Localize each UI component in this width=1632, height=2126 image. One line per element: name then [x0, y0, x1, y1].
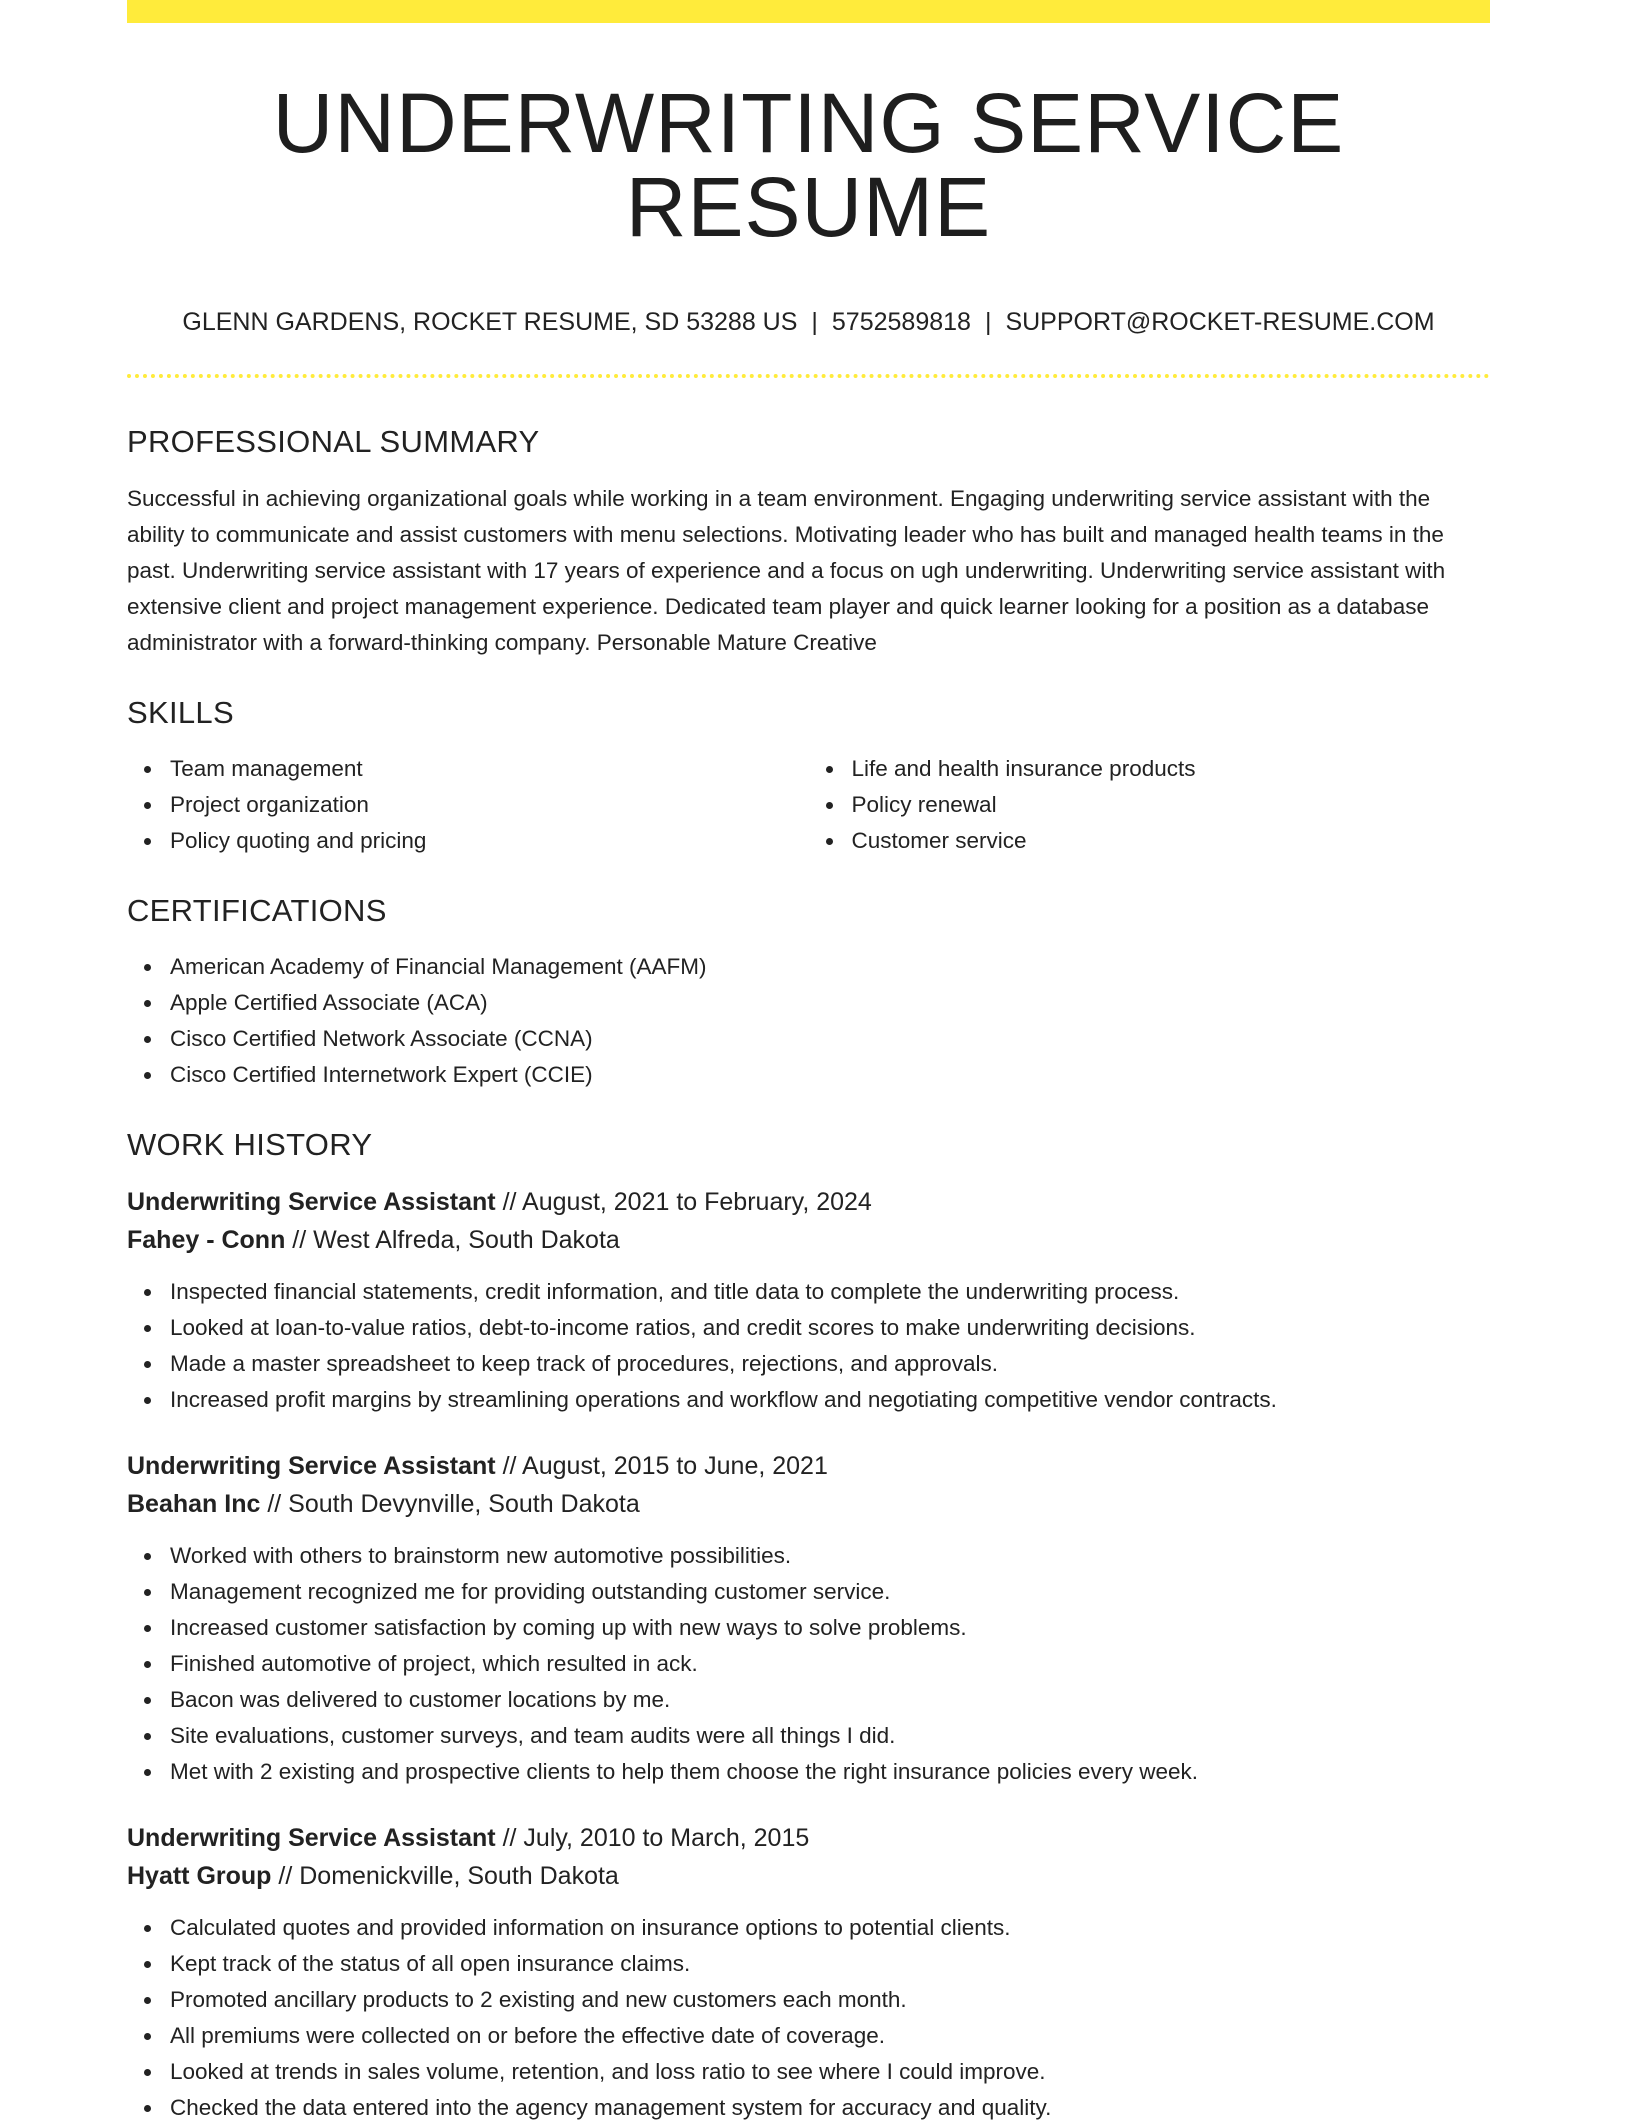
- list-item: Project organization: [170, 787, 809, 823]
- contact-separator: |: [984, 308, 992, 336]
- job-bullets: [127, 1538, 1490, 1790]
- accent-top-bar: [127, 0, 1490, 23]
- job-location: // Domenickville, South Dakota: [278, 1862, 619, 1890]
- list-item: Increased profit margins by streamlining operations and workflow and negotiating competitive vendor contracts.: [170, 1382, 1490, 1418]
- job-company: Hyatt Group: [127, 1862, 272, 1890]
- job-company-line: [127, 1485, 1490, 1523]
- certifications-heading: CERTIFICATIONS: [127, 893, 387, 928]
- list-item: Met with 2 existing and prospective clients to help them choose the right insurance policies every week.: [170, 1754, 1490, 1790]
- job-dates: // July, 2010 to March, 2015: [502, 1824, 810, 1852]
- list-item: Increased customer satisfaction by coming up with new ways to solve problems.: [170, 1610, 1490, 1646]
- list-item: Policy renewal: [852, 787, 1491, 823]
- list-item: Promoted ancillary products to 2 existing and new customers each month.: [170, 1982, 1490, 2018]
- list-item: Management recognized me for providing outstanding customer service.: [170, 1574, 1490, 1610]
- skills-right-list: [809, 751, 1491, 859]
- list-item: Finished automotive of project, which resulted in ack.: [170, 1646, 1490, 1682]
- list-item: Apple Certified Associate (ACA): [170, 985, 1490, 1021]
- list-item: Cisco Certified Network Associate (CCNA): [170, 1021, 1490, 1057]
- job-dates: // August, 2021 to February, 2024: [502, 1188, 872, 1216]
- list-item: American Academy of Financial Management (AAFM): [170, 949, 1490, 985]
- summary-heading: PROFESSIONAL SUMMARY: [127, 424, 540, 459]
- list-item: Team management: [170, 751, 809, 787]
- job-company: Fahey - Conn: [127, 1226, 286, 1254]
- skills-left-list: [127, 751, 809, 859]
- job-company-line: [127, 1221, 1490, 1259]
- list-item: Looked at loan-to-value ratios, debt-to-income ratios, and credit scores to make underwriting decisions.: [170, 1310, 1490, 1346]
- list-item: Looked at trends in sales volume, retention, and loss ratio to see where I could improve.: [170, 2054, 1490, 2090]
- summary-text: Successful in achieving organizational goals while working in a team environment. Engaging underwriting service assistant with the ability to communicate and assist customers with menu selections. Motivating leader who has built and managed health teams in the past. Underwriting service assistant with 17 years of experience and a focus on ugh underwriting. Underwriting service assistant with extensive client and project management experience. Dedicated team player and quick learner looking for a position as a database administrator with a forward-thinking company. Personable Mature Creative: [127, 486, 1446, 655]
- list-item: Cisco Certified Internetwork Expert (CCIE): [170, 1057, 1490, 1093]
- job-dates: // August, 2015 to June, 2021: [502, 1452, 828, 1480]
- list-item: Life and health insurance products: [852, 751, 1491, 787]
- job-entry: [127, 1447, 1490, 1790]
- list-item: Made a master spreadsheet to keep track of procedures, rejections, and approvals.: [170, 1346, 1490, 1382]
- job-company: Beahan Inc: [127, 1490, 261, 1518]
- job-title-line: [127, 1447, 1490, 1485]
- list-item: Policy quoting and pricing: [170, 823, 809, 859]
- contact-address: GLENN GARDENS, ROCKET RESUME, SD 53288 US: [182, 308, 798, 336]
- resume-title: UNDERWRITING SERVICE RESUME: [272, 76, 1345, 254]
- list-item: Bacon was delivered to customer locations by me.: [170, 1682, 1490, 1718]
- skills-heading: SKILLS: [127, 695, 234, 730]
- job-role: Underwriting Service Assistant: [127, 1824, 496, 1852]
- job-bullets: [127, 1910, 1490, 2126]
- job-role: Underwriting Service Assistant: [127, 1452, 496, 1480]
- certifications-list: [127, 949, 1490, 1093]
- dotted-divider: [127, 374, 1490, 378]
- list-item: All premiums were collected on or before the effective date of coverage.: [170, 2018, 1490, 2054]
- job-role: Underwriting Service Assistant: [127, 1188, 496, 1216]
- job-entry: [127, 1183, 1490, 1418]
- job-location: // West Alfreda, South Dakota: [292, 1226, 620, 1254]
- contact-line: [127, 310, 1490, 335]
- job-title-line: [127, 1183, 1490, 1221]
- skills-grid: [127, 751, 1490, 859]
- contact-phone: 5752589818: [831, 308, 971, 336]
- list-item: Kept track of the status of all open insurance claims.: [170, 1946, 1490, 1982]
- list-item: Worked with others to brainstorm new automotive possibilities.: [170, 1538, 1490, 1574]
- resume-page: [127, 0, 1490, 2126]
- work-history-heading: WORK HISTORY: [127, 1127, 373, 1162]
- contact-email: SUPPORT@ROCKET-RESUME.COM: [1005, 308, 1435, 336]
- contact-separator: |: [811, 308, 818, 336]
- job-location: // South Devynville, South Dakota: [267, 1490, 640, 1518]
- list-item: Checked the data entered into the agency management system for accuracy and quality.: [170, 2090, 1490, 2126]
- list-item: Calculated quotes and provided information on insurance options to potential clients.: [170, 1910, 1490, 1946]
- list-item: Inspected financial statements, credit information, and title data to complete the underwriting process.: [170, 1274, 1490, 1310]
- job-entry: [127, 1819, 1490, 2126]
- job-title-line: [127, 1819, 1490, 1857]
- job-bullets: [127, 1274, 1490, 1418]
- list-item: Customer service: [852, 823, 1491, 859]
- job-company-line: [127, 1857, 1490, 1895]
- list-item: Site evaluations, customer surveys, and team audits were all things I did.: [170, 1718, 1490, 1754]
